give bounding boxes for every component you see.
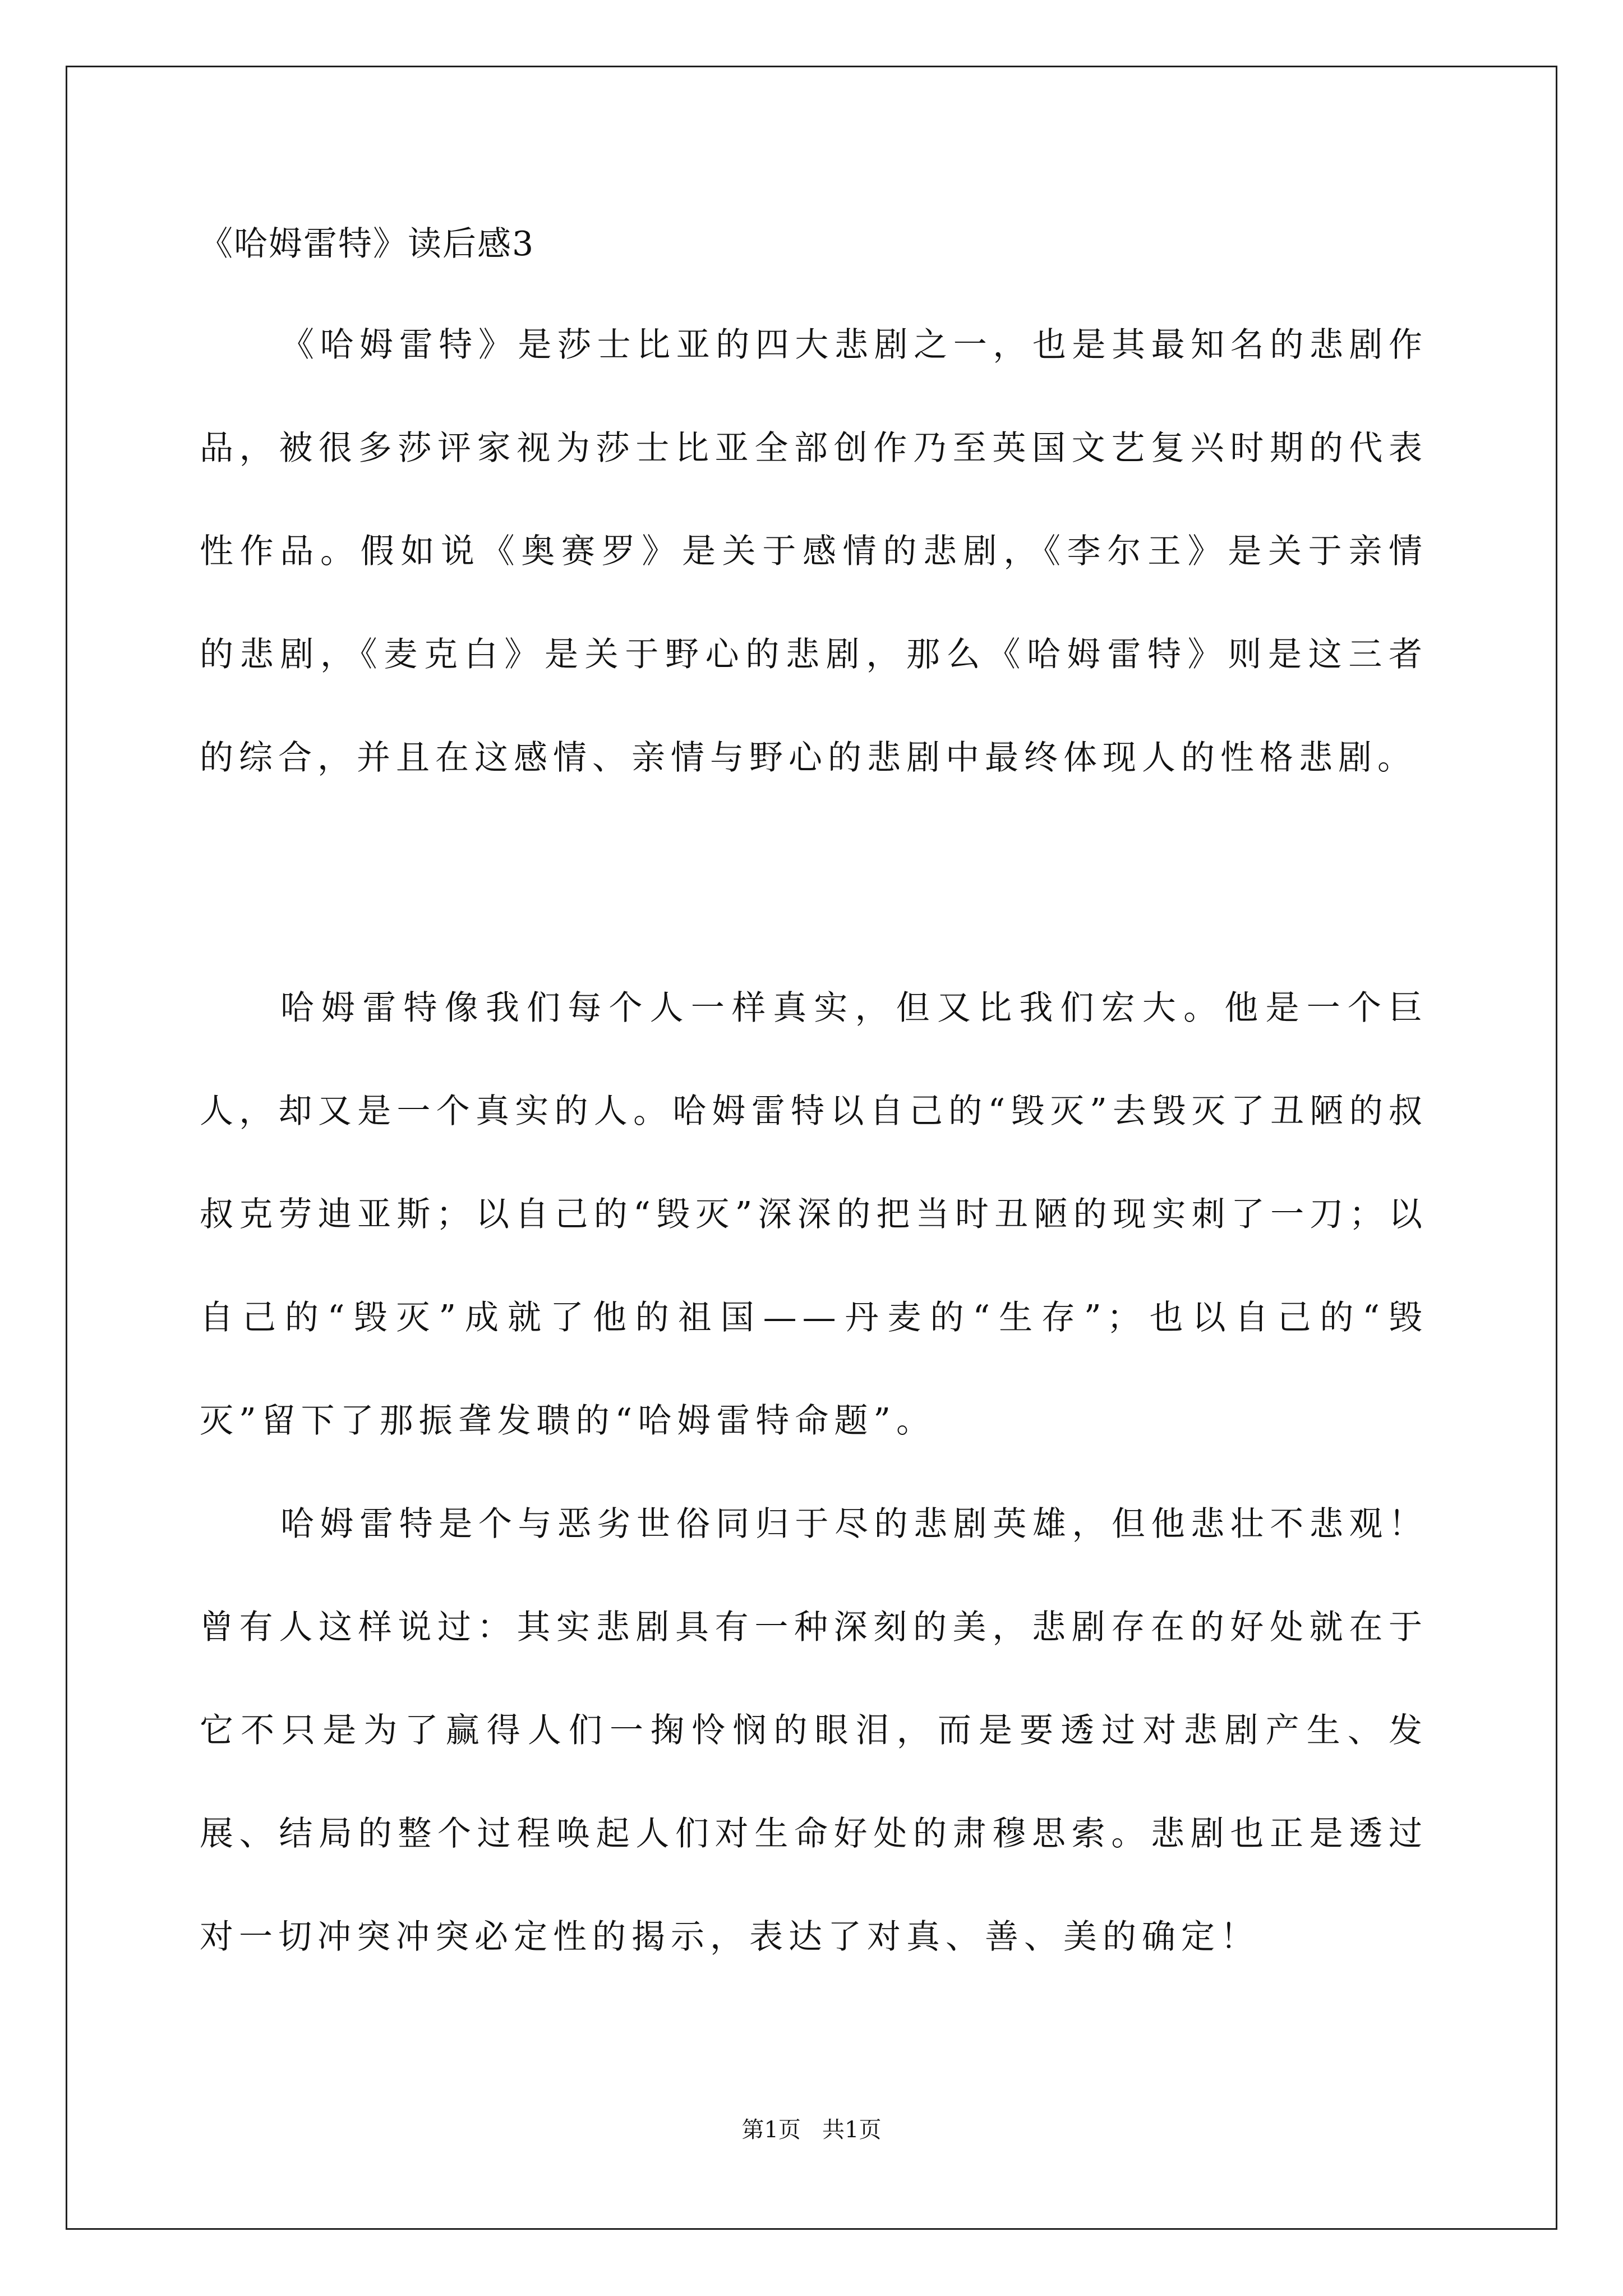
paragraph-3: 哈姆雷特是个与恶劣世俗同归于尽的悲剧英雄，但他悲壮不悲观！曾有人这样说过：其实悲剧具有一种深刻的美，悲剧存在的好处就在于它不只是为了赢得人们一掬怜悯的眼泪，而是要透过对悲剧产生、发展、结局的整个过程唤起人们对生命好处的肃穆思索。悲剧也正是透过对一切冲突冲突必定性的揭示，表达了对真、善、美的确定！ — [200, 1504, 1428, 1957]
paragraph-2: 哈姆雷特像我们每个人一样真实，但又比我们宏大。他是一个巨人，却又是一个真实的人。哈姆雷特以自己的“毁灭”去毁灭了丑陋的叔叔克劳迪亚斯；以自己的“毁灭”深深的把当时丑陋的现实刺了一刀；以自己的“毁灭”成就了他的祖国——丹麦的“生存”；也以自己的“毁灭”留下了那振聋发聩的“哈姆雷特命题”。 — [200, 988, 1428, 1441]
page-footer: 第1页 共1页 — [741, 2117, 882, 2143]
document-title: 《哈姆雷特》读后感3 — [199, 224, 535, 264]
paragraph-1: 《哈姆雷特》是莎士比亚的四大悲剧之一，也是其最知名的悲剧作品，被很多莎评家视为莎士比亚全部创作乃至英国文艺复兴时期的代表性作品。假如说《奥赛罗》是关于感情的悲剧，《李尔王》是关于亲情的悲剧，《麦克白》是关于野心的悲剧，那么《哈姆雷特》则是这三者的综合，并且在这感情、亲情与野心的悲剧中最终体现人的性格悲剧。 — [200, 325, 1428, 777]
